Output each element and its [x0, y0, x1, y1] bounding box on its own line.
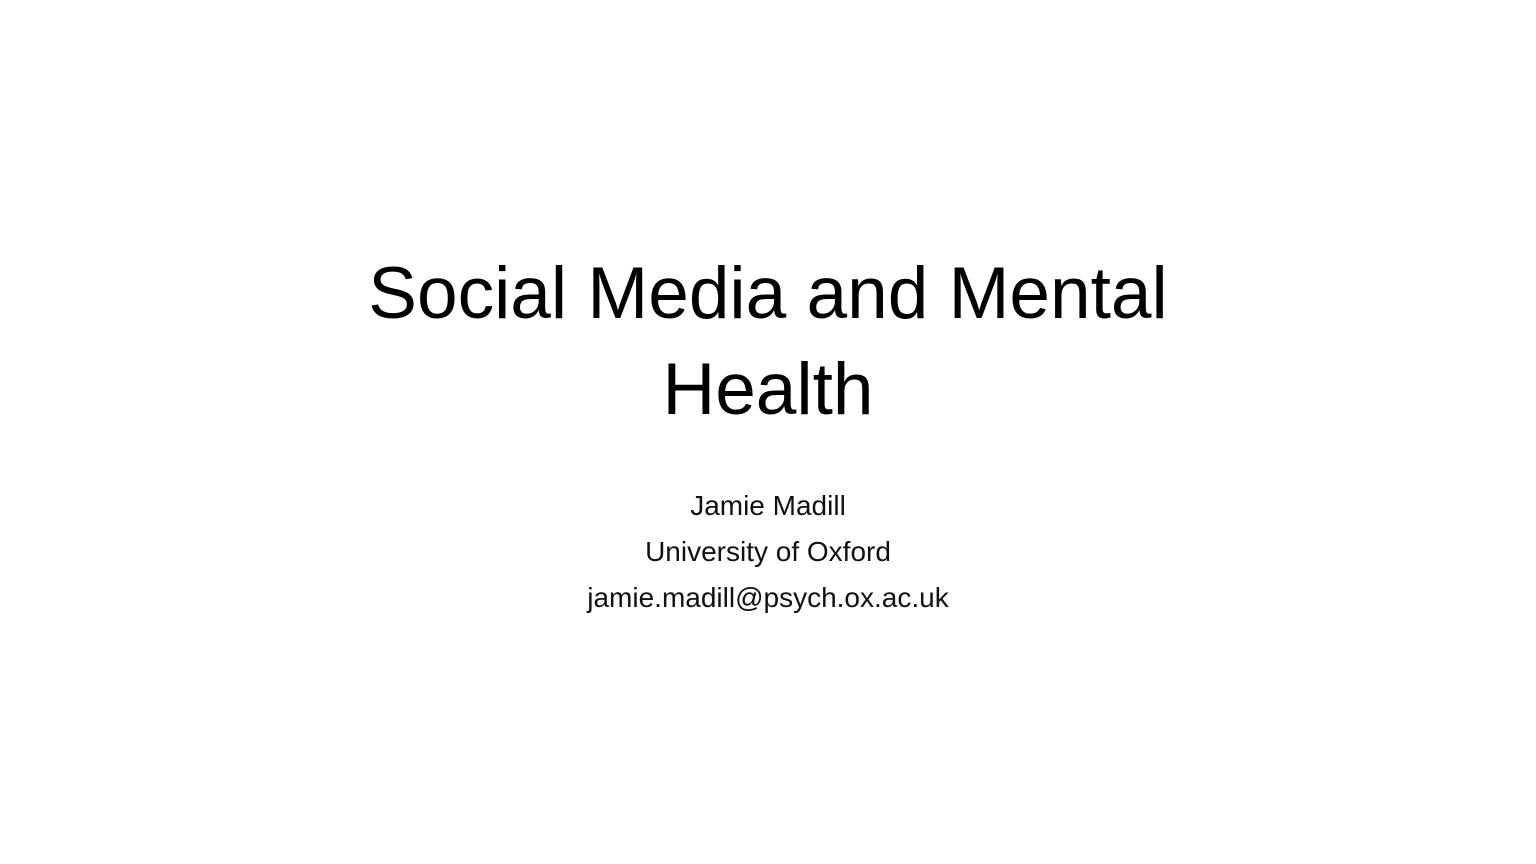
author-name: Jamie Madill — [690, 490, 846, 521]
author-affiliation: University of Oxford — [645, 536, 891, 567]
slide-title-line-1: Social Media and Mental — [368, 253, 1168, 334]
slide-title[interactable] — [268, 246, 1268, 438]
slide-subtitle[interactable] — [368, 483, 1168, 621]
slide-title-line-2: Health — [662, 349, 874, 430]
author-email: jamie.madill@psych.ox.ac.uk — [587, 582, 949, 613]
